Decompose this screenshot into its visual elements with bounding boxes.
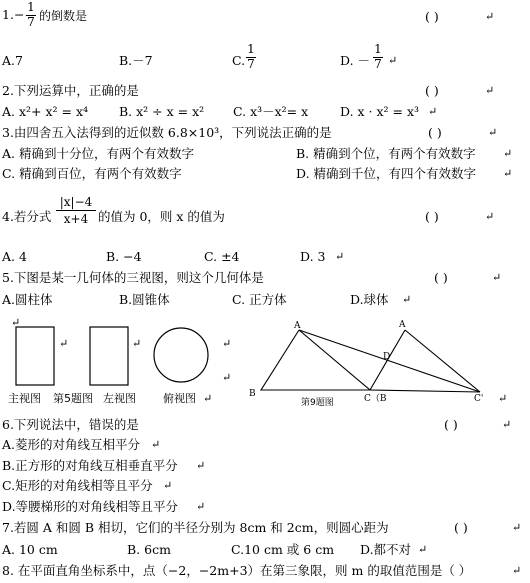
q5-option-c: C. 正方体 [232, 292, 287, 307]
point-d-label: D [383, 352, 391, 362]
q3-option-d: D. 精确到千位，有四个有效数字 [296, 166, 477, 181]
top-view-label: 俯视图 [163, 392, 196, 405]
left-view-label: 左视图 [103, 392, 136, 405]
q3-return-mark: ↵ [488, 126, 498, 139]
point-b-label: B [249, 389, 256, 399]
q4-option-b: B. −4 [106, 249, 142, 264]
front-view-label: 主视图 [8, 392, 41, 405]
q7-return-mark: ↵ [512, 521, 522, 534]
q6-option-c: C.矩形的对角线相等且平分 [2, 478, 153, 493]
q2-option-a: A. x²+ x² = x⁴ [2, 104, 89, 119]
q6-return-mark: ↵ [502, 418, 512, 431]
q4-paren: ( ) [425, 209, 439, 224]
q6-option-b: B.正方形的对角线互相垂直平分 [2, 458, 178, 473]
q1-stem: 1.− [2, 7, 25, 22]
q1-options-return-mark: ↵ [388, 54, 398, 67]
q4-option-a: A. 4 [2, 249, 27, 264]
q1-option-a: A.7 [2, 53, 23, 68]
q8-stem: 8. 在平面直角坐标系中，点（−2，−2m+3）在第三象限，则 m 的取值范围是（ ） [2, 563, 472, 578]
figure-row-mark-5: ↵ [222, 371, 232, 384]
q6-option-a: A.菱形的对角线互相平分 [2, 437, 141, 452]
q6-stem: 6.下列说法中，错误的是 [2, 417, 139, 432]
q6-paren: ( ) [444, 417, 458, 432]
point-c-label: C（B [364, 394, 387, 404]
segment-c-cprime [370, 390, 480, 392]
q5-stem: 5.下图是某一几何体的三视图，则这个几何体是 [2, 270, 264, 285]
q8-return-mark: ↵ [512, 564, 522, 577]
q6-b-return-mark: ↵ [196, 459, 206, 472]
figure-row-mark-2: ↵ [59, 337, 69, 350]
q1-stem-text: 的倒数是 [39, 9, 88, 23]
figure-row-mark-1: ↵ [11, 316, 21, 329]
q1-d-num: 1 [374, 42, 382, 56]
q3-option-c: C. 精确到百位，有两个有效数字 [2, 166, 182, 181]
figure-row-mark-4: ↵ [222, 337, 232, 350]
q7-options-return-mark: ↵ [418, 543, 428, 556]
q4-option-c: C. ±4 [204, 249, 240, 264]
q1-frac-den: 7 [27, 15, 35, 29]
front-view-rectangle [16, 327, 54, 385]
q2-return-mark: ↵ [485, 84, 495, 97]
point-a1-label: A [294, 321, 301, 331]
q3-ab-return-mark: ↵ [503, 147, 513, 160]
q6-c-return-mark: ↵ [163, 479, 173, 492]
q1-return-mark: ↵ [485, 10, 495, 23]
q2-paren: ( ) [425, 83, 439, 98]
q2-option-c: C. x³－x²= x [233, 104, 309, 119]
q5-return-mark: ↵ [492, 271, 502, 284]
q2-options-return-mark: ↵ [428, 105, 438, 118]
q1-option-d: D. － [340, 53, 371, 68]
q6-a-return-mark: ↵ [151, 438, 161, 451]
q3-stem: 3.由四舍五入法得到的近似数 6.8×10³，下列说法正确的是 [2, 125, 332, 140]
top-view-circle [154, 328, 208, 382]
q3-option-a: A. 精确到十分位，有两个有效数字 [2, 146, 194, 161]
q7-option-b: B. 6cm [127, 542, 171, 557]
q5-options-return-mark: ↵ [402, 293, 412, 306]
q6-option-d: D.等腰梯形的对角线相等且平分 [2, 499, 179, 514]
q5-option-b: B.圆锥体 [119, 292, 170, 307]
point-a2-label: A [399, 320, 406, 330]
q4-stem-pre: 4.若分式 [2, 209, 52, 224]
q3-option-b: B. 精确到个位，有两个有效数字 [296, 146, 476, 161]
figure-row-mark-3: ↵ [132, 337, 142, 350]
q3-paren: ( ) [428, 125, 442, 140]
q1-c-den: 7 [247, 57, 255, 71]
q7-option-c: C.10 cm 或 6 cm [231, 542, 335, 557]
q1-option-c: C. [232, 53, 246, 68]
q5-paren: ( ) [434, 270, 448, 285]
left-view-rectangle [90, 327, 128, 385]
point-cprime-label: C' [474, 394, 484, 404]
q4-frac-num: |x|−4 [59, 195, 93, 209]
figure-labels-return-mark: ↵ [203, 392, 213, 405]
q4-option-d: D. 3 [300, 249, 326, 264]
q7-option-d: D.都不对 [360, 542, 412, 557]
q2-stem: 2.下列运算中，正确的是 [2, 83, 139, 98]
q4-stem-post: 的值为 0，则 x 的值为 [98, 209, 225, 224]
q2-option-b: B. x² ÷ x = x² [119, 104, 205, 119]
q7-paren: ( ) [454, 520, 468, 535]
q1-d-den: 7 [374, 57, 382, 71]
q1-paren: ( ) [425, 9, 439, 24]
q1-c-num: 1 [247, 42, 255, 56]
q1-frac-num: 1 [27, 0, 35, 14]
q5-option-a: A.圆柱体 [2, 292, 53, 307]
q4-return-mark: ↵ [485, 210, 495, 223]
q2-option-d: D. x · x² = x³ [340, 104, 420, 119]
figure9-return-mark: ↵ [498, 392, 508, 405]
q5-option-d: D.球体 [350, 292, 389, 307]
q7-option-a: A. 10 cm [2, 542, 58, 557]
q4-options-return-mark: ↵ [335, 250, 345, 263]
q1-neg: − [13, 7, 25, 22]
q1-option-b: B.－7 [119, 53, 153, 68]
q5-figure-label: 第5题图 [53, 392, 93, 405]
triangle-abc [261, 330, 370, 390]
q9-figure-label: 第9题图 [301, 398, 334, 408]
segment-a2-cprime [405, 330, 480, 392]
q3-cd-return-mark: ↵ [503, 167, 513, 180]
q4-frac-den: x+4 [56, 210, 96, 226]
q6-d-return-mark: ↵ [196, 500, 206, 513]
q7-stem: 7.若圆 A 和圆 B 相切，它们的半径分别为 8cm 和 2cm，则圆心距为 [2, 520, 389, 535]
